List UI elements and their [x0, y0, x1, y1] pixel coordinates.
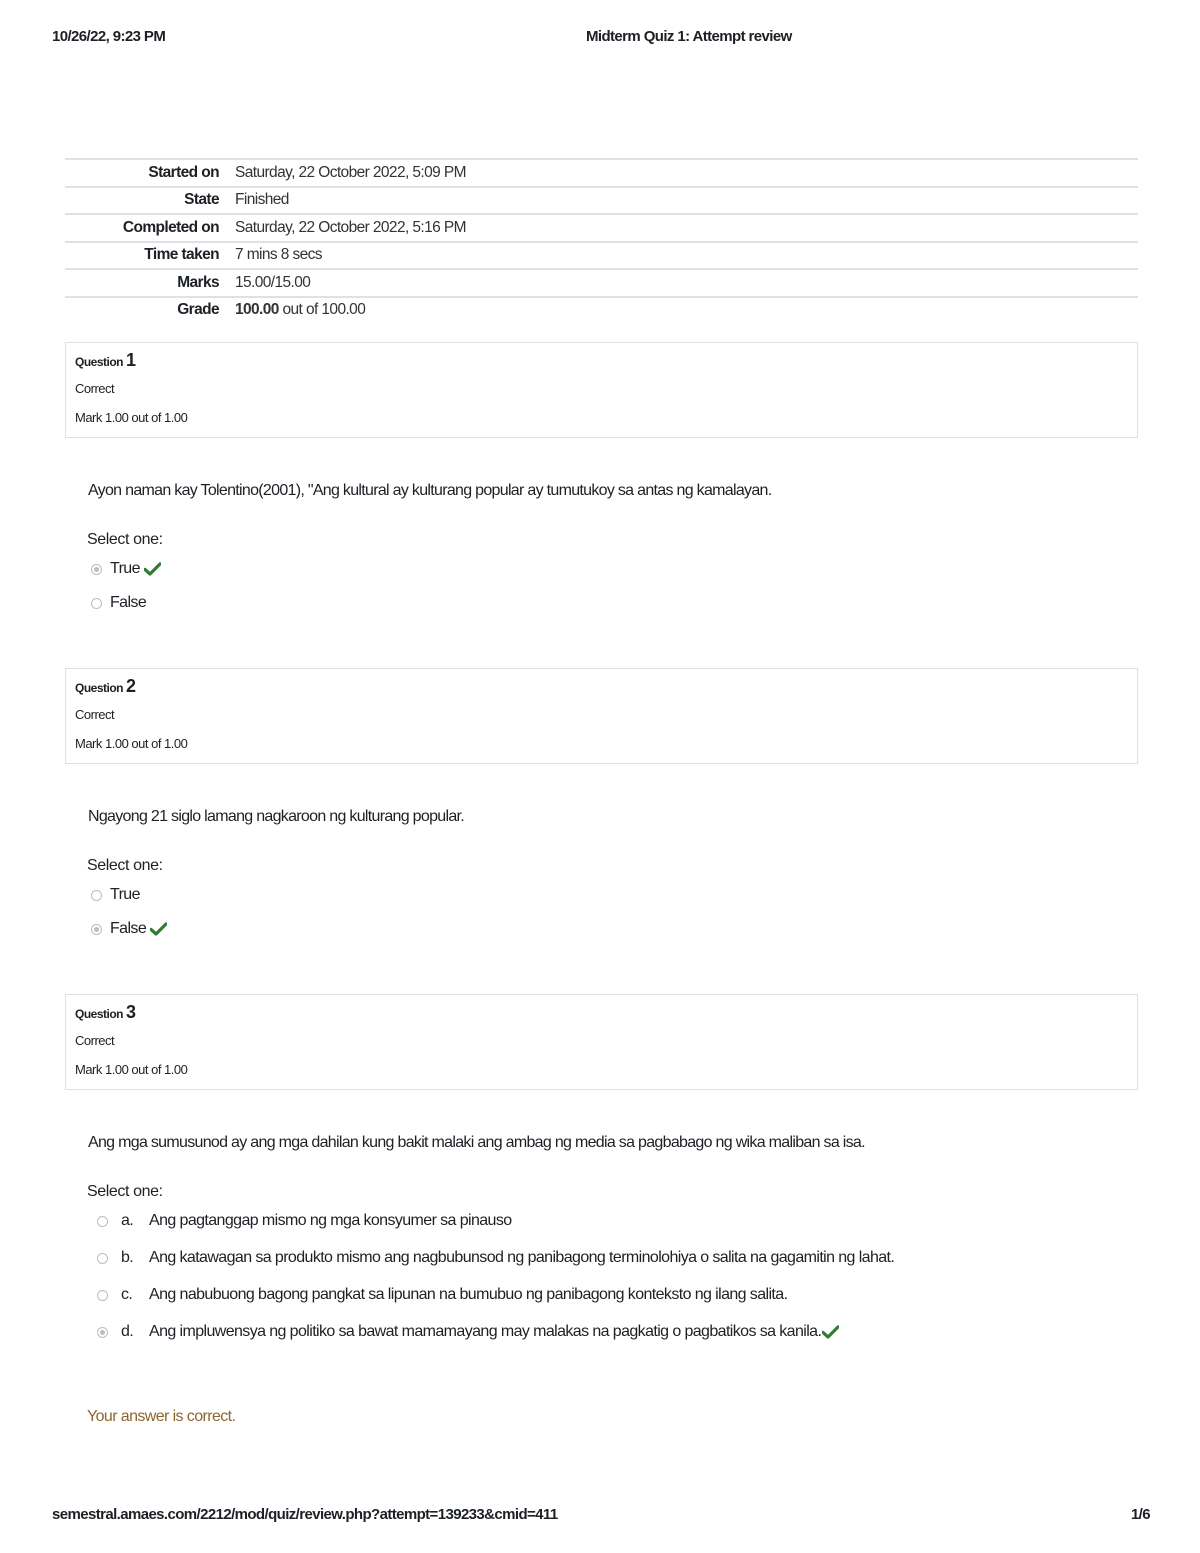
q3-option-a[interactable] [97, 1210, 512, 1232]
question-no: 3 [126, 1002, 136, 1022]
summary-value: Saturday, 22 October 2022, 5:16 PM [235, 218, 466, 236]
summary-label: Grade [177, 301, 219, 319]
summary-row-time-taken [65, 243, 1138, 271]
summary-row-grade [65, 298, 1138, 324]
option-label: Ang katawagan sa produkto mismo ang nagbubunsod ng panibagong terminolohiya o salita na gagamitin ng lahat. [149, 1249, 895, 1266]
print-url: semestral.amaes.com/2212/mod/quiz/review.php?attempt=139233&cmid=411 [52, 1506, 558, 1523]
radio-icon[interactable] [97, 1290, 108, 1301]
grade-score: 100.00 [235, 301, 279, 319]
radio-icon[interactable] [91, 890, 102, 901]
summary-label: Time taken [144, 246, 219, 264]
print-page-number: 1/6 [1130, 1506, 1150, 1523]
select-one-label: Select one: [87, 531, 163, 548]
option-label: False [110, 594, 147, 611]
option-letter: a. [121, 1212, 134, 1229]
question-info-3 [65, 994, 1138, 1090]
question-mark: Mark 1.00 out of 1.00 [75, 410, 188, 425]
question-text-3: Ang mga sumusunod ay ang mga dahilan kung bakit malaki ang ambag ng media sa pagbabago ng wika maliban sa isa. [88, 1134, 865, 1151]
grade-value [235, 301, 1138, 319]
option-letter: d. [121, 1323, 134, 1340]
question-mark: Mark 1.00 out of 1.00 [75, 736, 188, 751]
question-text-1: Ayon naman kay Tolentino(2001), "Ang kultural ay kulturang popular ay tumutukoy sa antas ng kamalayan. [88, 482, 772, 499]
option-letter: c. [121, 1286, 133, 1303]
option-label: True [110, 886, 140, 903]
summary-label: State [184, 191, 219, 209]
summary-label: Started on [148, 163, 219, 181]
attempt-summary-table [65, 158, 1138, 323]
print-footer [0, 1506, 1200, 1526]
question-info-1 [65, 342, 1138, 438]
question-number [75, 350, 136, 371]
check-icon [822, 1325, 839, 1339]
question-no: 2 [126, 676, 136, 696]
option-label: Ang nabubuong bagong pangkat sa lipunan na bumubuo ng panibagong konteksto ng ilang salita. [149, 1286, 788, 1303]
select-one-label: Select one: [87, 1183, 163, 1200]
print-page-title: Midterm Quiz 1: Attempt review [586, 28, 792, 45]
question-state: Correct [75, 1033, 115, 1048]
option-label: True [110, 560, 140, 577]
summary-value: Finished [235, 191, 289, 209]
q3-option-c[interactable] [97, 1284, 787, 1306]
summary-row-completed [65, 215, 1138, 243]
question-mark: Mark 1.00 out of 1.00 [75, 1062, 188, 1077]
select-one-label: Select one: [87, 857, 163, 874]
summary-label: Completed on [122, 218, 219, 236]
q2-option-true[interactable] [91, 884, 140, 906]
summary-row-marks [65, 270, 1138, 298]
summary-label: Marks [177, 273, 219, 291]
radio-icon[interactable] [91, 598, 102, 609]
question-text-2: Ngayong 21 siglo lamang nagkaroon ng kulturang popular. [88, 808, 465, 825]
summary-row-state [65, 188, 1138, 216]
answer-feedback: Your answer is correct. [87, 1408, 236, 1425]
summary-value: 7 mins 8 secs [235, 246, 322, 264]
question-state: Correct [75, 707, 115, 722]
summary-value: Saturday, 22 October 2022, 5:09 PM [235, 163, 466, 181]
question-prefix: Question [75, 681, 124, 695]
question-number [75, 1002, 136, 1023]
radio-icon[interactable] [97, 1216, 108, 1227]
summary-row-started [65, 160, 1138, 188]
option-letter: b. [121, 1249, 134, 1266]
q1-option-true[interactable] [91, 558, 161, 580]
radio-icon[interactable] [97, 1327, 108, 1338]
radio-icon[interactable] [97, 1253, 108, 1264]
question-prefix: Question [75, 1007, 124, 1021]
option-label: Ang pagtanggap mismo ng mga konsyumer sa pinauso [149, 1212, 512, 1229]
question-prefix: Question [75, 355, 124, 369]
summary-value: 15.00/15.00 [235, 273, 311, 291]
q3-option-b[interactable] [97, 1247, 894, 1269]
print-date: 10/26/22, 9:23 PM [52, 28, 166, 45]
q1-option-false[interactable] [91, 592, 146, 614]
print-header [0, 28, 1200, 48]
q3-option-d[interactable] [97, 1321, 839, 1343]
check-icon [150, 922, 167, 936]
question-info-2 [65, 668, 1138, 764]
q2-option-false[interactable] [91, 918, 167, 940]
radio-icon[interactable] [91, 924, 102, 935]
radio-icon[interactable] [91, 564, 102, 575]
option-label: Ang impluwensya ng politiko sa bawat mamamayang may malakas na pagkatig o pagbatikos sa kanila. [149, 1323, 822, 1340]
option-label: False [110, 920, 147, 937]
check-icon [144, 562, 161, 576]
question-no: 1 [126, 350, 136, 370]
question-state: Correct [75, 381, 115, 396]
grade-out-of: out of 100.00 [278, 301, 366, 319]
question-number [75, 676, 136, 697]
